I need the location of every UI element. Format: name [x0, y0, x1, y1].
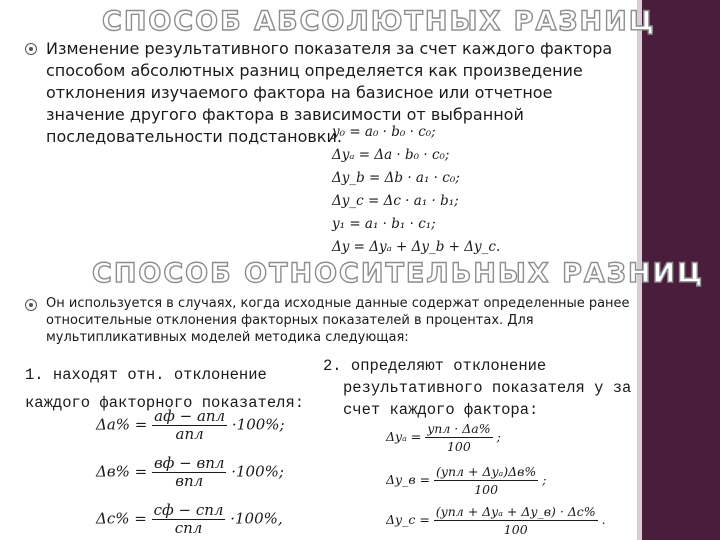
- step-two-line: счет каждого фактора:: [343, 401, 539, 419]
- formula-rhs: ;: [496, 429, 501, 444]
- fraction-denominator: 100: [446, 439, 471, 454]
- equation-y1: y₁ = a₁ · b₁ · c₁;: [332, 216, 436, 232]
- equation-delta-ya: Δyₐ = Δa · b₀ · c₀;: [332, 147, 450, 163]
- formula-delta-a-percent: [96, 408, 285, 443]
- fraction-denominator: 100: [474, 482, 499, 497]
- section-title-absolute: СПОСОБ АБСОЛЮТНЫХ РАЗНИЦ: [102, 6, 656, 37]
- paragraph-absolute-method: Изменение результативного показателя за счет каждого фактора способом абсолютных разниц определяется как произведение отклонения изучаемого фактора на базисное или отчетное значение другого фактора в зависимости от выбранной последовательности подстановки.: [46, 39, 613, 146]
- bullet-icon: [25, 299, 37, 311]
- fraction: [434, 463, 538, 498]
- formula-delta-yb: [386, 463, 546, 498]
- formula-rhs: ·100%;: [231, 415, 285, 434]
- fraction-denominator: cпл: [174, 519, 203, 537]
- fraction-denominator: впл: [175, 472, 204, 490]
- formula-delta-b-percent: [96, 455, 284, 490]
- fraction: [152, 455, 227, 490]
- formula-lhs: Δc% =: [96, 509, 147, 528]
- equation-y0: y₀ = a₀ · b₀ · c₀;: [332, 124, 436, 140]
- equation-delta-yb: Δy_b = Δb · a₁ · c₀;: [332, 170, 460, 186]
- fraction: [425, 420, 492, 455]
- formula-lhs: Δy_c =: [386, 512, 430, 527]
- fraction-numerator: aф − aпл: [154, 407, 226, 425]
- equation-delta-y-total: Δy = Δyₐ + Δy_b + Δy_c.: [332, 239, 501, 255]
- formula-delta-ya: [386, 420, 501, 455]
- step-two-line: результативного показателя y за: [343, 379, 632, 397]
- formula-delta-yc: [386, 503, 606, 538]
- fraction-numerator: вф − впл: [153, 454, 225, 472]
- fraction: [434, 503, 598, 538]
- fraction-numerator: cф − cпл: [153, 501, 224, 519]
- formula-delta-c-percent: [96, 502, 283, 537]
- formula-rhs: ·100%,: [230, 509, 283, 528]
- fraction-numerator: yпл · Δa%: [427, 421, 491, 436]
- formula-lhs: Δa% =: [96, 415, 148, 434]
- equation-delta-yc: Δy_c = Δc · a₁ · b₁;: [332, 193, 459, 209]
- fraction-numerator: (yпл + Δyₐ + Δy_в) · Δc%: [435, 504, 596, 519]
- fraction: [152, 408, 227, 443]
- step-one-line: каждого факторного показателя:: [25, 394, 305, 412]
- bullet-icon: [25, 43, 37, 55]
- formula-rhs: ;: [542, 472, 547, 487]
- fraction: [152, 502, 226, 537]
- step-two-line: 2. определяют отклонение: [323, 357, 547, 375]
- formula-lhs: Δy_в =: [386, 472, 431, 487]
- formula-rhs: .: [601, 512, 606, 527]
- fraction-numerator: (yпл + Δyₐ)Δв%: [436, 464, 537, 479]
- formula-lhs: Δв% =: [96, 462, 148, 481]
- fraction-denominator: 100: [503, 522, 528, 537]
- paragraph-relative-method: Он используется в случаях, когда исходные данные содержат определенные ранее относительные отклонения факторных показателей в процентах. Для мультипликативных моделей методика следующая:: [46, 296, 630, 345]
- formula-lhs: Δyₐ =: [386, 429, 422, 444]
- step-one-line: 1. находят отн. отклонение: [25, 366, 267, 384]
- step-two-text: [323, 355, 631, 421]
- section-title-relative: СПОСОБ ОТНОСИТЕЛЬНЫХ РАЗНИЦ: [92, 258, 705, 289]
- fraction-denominator: aпл: [175, 425, 204, 443]
- formula-rhs: ·100%;: [231, 462, 284, 481]
